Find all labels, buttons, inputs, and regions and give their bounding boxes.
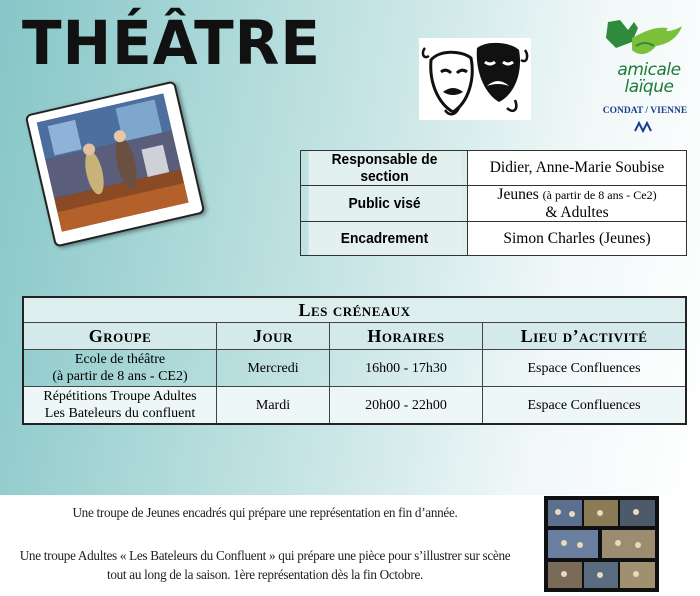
section-info-table (300, 150, 687, 256)
info-value: Didier, Anne-Marie Soubise (468, 151, 687, 186)
info-row-responsable (301, 151, 687, 186)
info-label: Encadrement (307, 222, 461, 256)
photo-collage (544, 496, 659, 592)
public-line2: & Adultes (545, 204, 609, 221)
table-row (23, 350, 686, 387)
logo-name-line2: laïque (624, 77, 674, 97)
groupe-line2: (à partir de 8 ans - CE2) (52, 369, 188, 384)
info-row-encadrement (301, 222, 687, 256)
cell-jour: Mercredi (217, 350, 330, 387)
cell-lieu: Espace Confluences (483, 350, 687, 387)
footer-paragraph-1: Une troupe de Jeunes encadrés qui prépare une représentation en fin d’année. (72, 505, 458, 520)
public-note: (à partir de 8 ans - Ce2) (542, 188, 657, 202)
groupe-line1: Ecole de théâtre (74, 352, 166, 367)
header-horaires: Horaires (330, 323, 483, 350)
page-title: THÉÂTRE (22, 7, 321, 79)
wave-icon (634, 121, 654, 133)
groupe-line2: Les Bateleurs du confluent (44, 406, 196, 421)
cell-groupe (23, 387, 217, 425)
header-groupe: Groupe (23, 323, 217, 350)
cell-jour: Mardi (217, 387, 330, 425)
theatre-masks-image (419, 38, 531, 120)
amicale-laique-logo (598, 16, 692, 136)
cell-horaires: 16h00 - 17h30 (330, 350, 483, 387)
info-value (468, 186, 687, 222)
info-row-public (301, 186, 687, 222)
schedule-header-row (23, 323, 686, 350)
groupe-line1: Répétitions Troupe Adultes (43, 389, 197, 404)
footer-paragraph-2 (10, 546, 520, 584)
stage-photo-image (37, 93, 189, 231)
public-main: Jeunes (497, 186, 539, 203)
logo-place: CONDAT / VIENNE (602, 106, 688, 116)
info-label: Responsable de section (307, 151, 461, 186)
cell-lieu: Espace Confluences (483, 387, 687, 425)
hand-dove-icon (598, 16, 692, 66)
logo-name (604, 62, 694, 96)
cell-horaires: 20h00 - 22h00 (330, 387, 483, 425)
logo-name-line1: amicale (617, 60, 681, 80)
schedule-caption: Les créneaux (23, 297, 686, 323)
header-jour: Jour (217, 323, 330, 350)
cell-groupe (23, 350, 217, 387)
photo-collage-image (544, 496, 659, 592)
footer-paragraph-2-line1: Une troupe Adultes « Les Bateleurs du Confluent » qui prépare une pièce pour s’illustrer sur scène (19, 548, 511, 563)
info-label: Public visé (307, 186, 461, 222)
header-lieu: Lieu d’activité (483, 323, 687, 350)
info-value: Simon Charles (Jeunes) (468, 222, 687, 256)
table-row (23, 387, 686, 425)
theatre-masks-icon (419, 38, 531, 120)
footer-paragraph-2-line2: tout au long de la saison. 1ère représentation dès la fin Octobre. (106, 567, 423, 582)
schedule-table (22, 296, 687, 425)
